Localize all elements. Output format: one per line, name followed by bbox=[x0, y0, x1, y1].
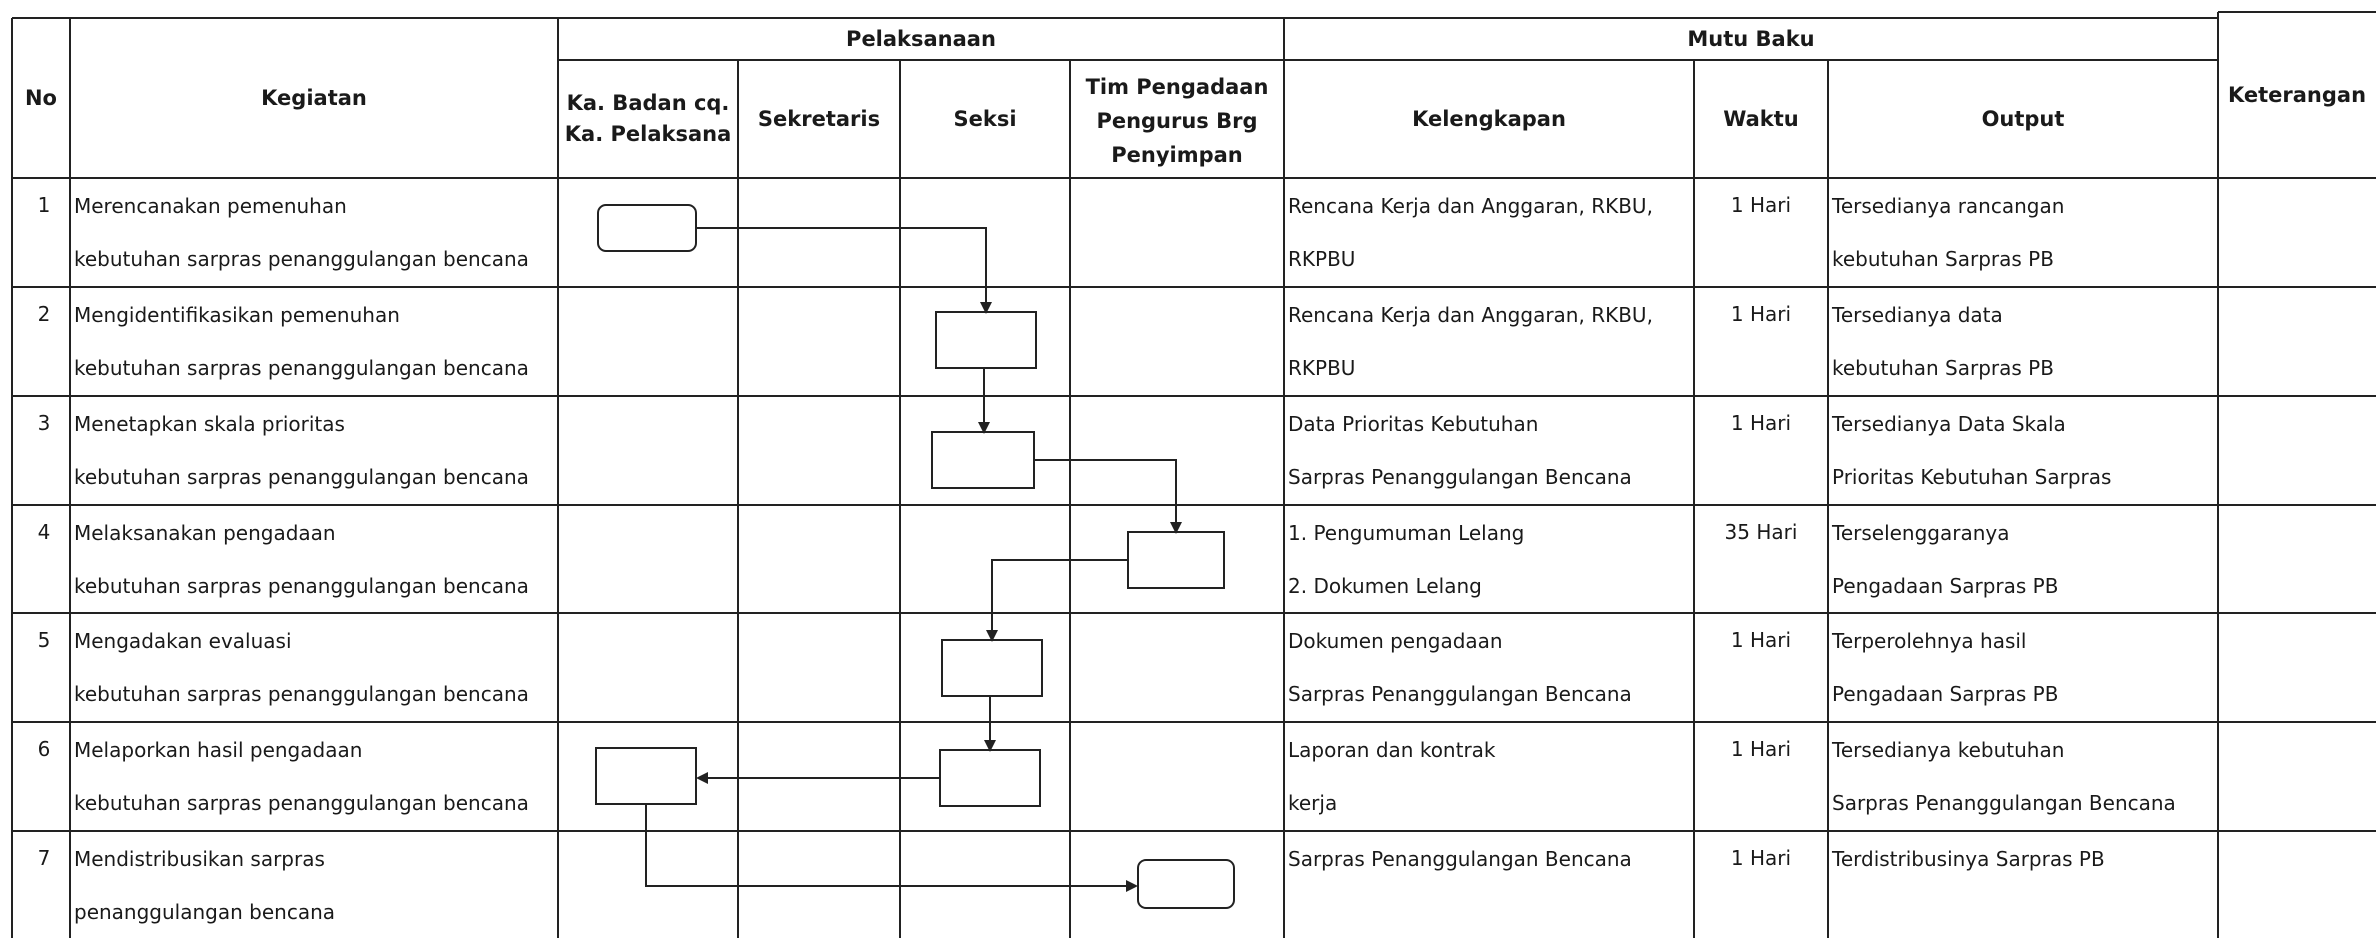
kegiatan-line-1: Melaporkan hasil pengadaan bbox=[74, 738, 363, 762]
kelengkapan-line-2: Sarpras Penanggulangan Bencana bbox=[1288, 682, 1632, 706]
kegiatan-line-2: kebutuhan sarpras penanggulangan bencana bbox=[74, 247, 529, 271]
flow-process-box bbox=[936, 312, 1036, 368]
header-mutu-baku: Mutu Baku bbox=[1687, 26, 1815, 51]
row-number: 1 bbox=[37, 193, 51, 217]
kegiatan-line-2: kebutuhan sarpras penanggulangan bencana bbox=[74, 465, 529, 489]
output-line-1: Tersedianya rancangan bbox=[1832, 194, 2065, 218]
flow-process-box bbox=[1128, 532, 1224, 588]
waktu-value: 1 Hari bbox=[1730, 846, 1792, 870]
header-kegiatan: Kegiatan bbox=[261, 85, 367, 110]
flow-process-box bbox=[596, 748, 696, 804]
waktu-value: 35 Hari bbox=[1724, 520, 1798, 544]
header-ka-badan: Ka. Badan cq. Ka. Pelaksana bbox=[564, 91, 732, 146]
header-output: Output bbox=[1981, 106, 2065, 131]
header-keterangan: Keterangan bbox=[2227, 82, 2367, 107]
waktu-value: 1 Hari bbox=[1730, 193, 1792, 217]
flow-connector bbox=[696, 228, 986, 304]
flow-process-box bbox=[942, 640, 1042, 696]
row-number: 7 bbox=[37, 846, 51, 870]
flow-end-terminator bbox=[1138, 860, 1234, 908]
kegiatan-line-1: Melaksanakan pengadaan bbox=[74, 521, 336, 545]
kegiatan-line-1: Mengadakan evaluasi bbox=[74, 629, 292, 653]
kelengkapan-line-1: Dokumen pengadaan bbox=[1288, 629, 1503, 653]
header-no: No bbox=[24, 85, 57, 110]
kegiatan-line-2: kebutuhan sarpras penanggulangan bencana bbox=[74, 682, 529, 706]
flow-start-terminator bbox=[598, 205, 696, 251]
kelengkapan-line-2: 2. Dokumen Lelang bbox=[1288, 574, 1482, 598]
kegiatan-line-1: Menetapkan skala prioritas bbox=[74, 412, 345, 436]
output-line-1: Terselenggaranya bbox=[1832, 521, 2010, 545]
waktu-value: 1 Hari bbox=[1730, 628, 1792, 652]
row-number: 4 bbox=[37, 520, 51, 544]
kelengkapan-line-1: Data Prioritas Kebutuhan bbox=[1288, 412, 1539, 436]
output-line-2: kebutuhan Sarpras PB bbox=[1832, 356, 2054, 380]
output-line-2: kebutuhan Sarpras PB bbox=[1832, 247, 2054, 271]
kegiatan-line-2: kebutuhan sarpras penanggulangan bencana bbox=[74, 356, 529, 380]
kegiatan-line-1: Mendistribusikan sarpras bbox=[74, 847, 325, 871]
output-line-1: Terdistribusinya Sarpras PB bbox=[1832, 847, 2105, 871]
output-line-2: Pengadaan Sarpras PB bbox=[1832, 682, 2059, 706]
output-line-1: Tersedianya Data Skala bbox=[1832, 412, 2066, 436]
row-number: 6 bbox=[37, 737, 51, 761]
waktu-value: 1 Hari bbox=[1730, 302, 1792, 326]
row-number: 5 bbox=[37, 628, 51, 652]
kelengkapan-line-1: 1. Pengumuman Lelang bbox=[1288, 521, 1525, 545]
output-line-2: Sarpras Penanggulangan Bencana bbox=[1832, 791, 2176, 815]
flow-connector bbox=[646, 804, 1128, 886]
kegiatan-line-2: penanggulangan bencana bbox=[74, 900, 336, 924]
kegiatan-line-1: Merencanakan pemenuhan bbox=[74, 194, 347, 218]
output-line-2: Pengadaan Sarpras PB bbox=[1832, 574, 2059, 598]
kelengkapan-line-2: RKPBU bbox=[1288, 247, 1356, 271]
waktu-value: 1 Hari bbox=[1730, 411, 1792, 435]
kelengkapan-line-1: Rencana Kerja dan Anggaran, RKBU, bbox=[1288, 303, 1653, 327]
row-number: 2 bbox=[37, 302, 51, 326]
kelengkapan-line-2: Sarpras Penanggulangan Bencana bbox=[1288, 465, 1632, 489]
output-line-1: Terperolehnya hasil bbox=[1832, 629, 2027, 653]
flow-process-box bbox=[940, 750, 1040, 806]
kelengkapan-line-1: Rencana Kerja dan Anggaran, RKBU, bbox=[1288, 194, 1653, 218]
output-line-1: Tersedianya kebutuhan bbox=[1832, 738, 2065, 762]
row-number: 3 bbox=[37, 411, 51, 435]
arrow-head bbox=[696, 772, 708, 784]
waktu-value: 1 Hari bbox=[1730, 737, 1792, 761]
header-pelaksanaan: Pelaksanaan bbox=[846, 26, 996, 51]
kegiatan-line-2: kebutuhan sarpras penanggulangan bencana bbox=[74, 574, 529, 598]
kelengkapan-line-1: Sarpras Penanggulangan Bencana bbox=[1288, 847, 1632, 871]
kegiatan-line-1: Mengidentifikasikan pemenuhan bbox=[74, 303, 400, 327]
header-tim-pengadaan: Tim Pengadaan Pengurus Brg Penyimpan bbox=[1085, 75, 1269, 167]
header-kelengkapan: Kelengkapan bbox=[1412, 106, 1566, 131]
kegiatan-line-2: kebutuhan sarpras penanggulangan bencana bbox=[74, 791, 529, 815]
header-seksi: Seksi bbox=[953, 106, 1017, 131]
header-waktu: Waktu bbox=[1723, 106, 1799, 131]
kelengkapan-line-2: RKPBU bbox=[1288, 356, 1356, 380]
output-line-1: Tersedianya data bbox=[1832, 303, 2003, 327]
kelengkapan-line-1: Laporan dan kontrak bbox=[1288, 738, 1496, 762]
output-line-2: Prioritas Kebutuhan Sarpras bbox=[1832, 465, 2112, 489]
header-sekretaris: Sekretaris bbox=[757, 106, 881, 131]
flow-connector bbox=[992, 560, 1128, 632]
arrow-head bbox=[1126, 880, 1138, 892]
kelengkapan-line-2: kerja bbox=[1288, 791, 1338, 815]
flow-connector bbox=[1034, 460, 1176, 524]
flow-process-box bbox=[932, 432, 1034, 488]
